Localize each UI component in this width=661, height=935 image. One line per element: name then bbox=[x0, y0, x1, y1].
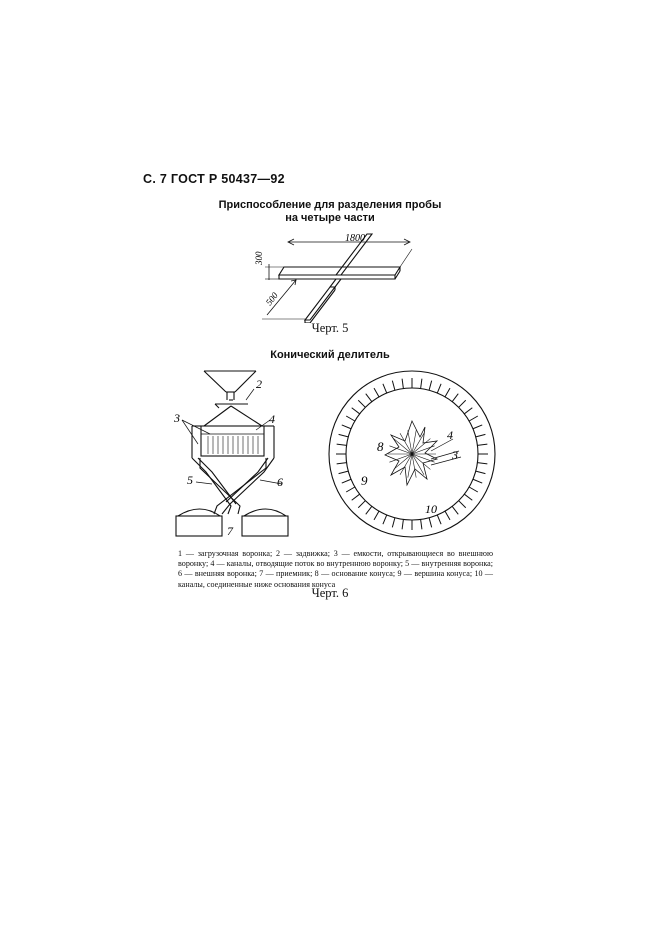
channel-tick bbox=[352, 494, 360, 500]
figure5-caption: Черт. 5 bbox=[311, 321, 349, 335]
label-4-left: 4 bbox=[269, 412, 275, 426]
figure6-caption: Черт. 6 bbox=[311, 586, 349, 600]
channel-tick bbox=[469, 416, 478, 421]
channel-tick bbox=[339, 471, 349, 474]
channel-tick bbox=[445, 511, 450, 520]
label-3-right: 3 bbox=[452, 448, 458, 462]
channel-tick bbox=[392, 518, 395, 528]
channel-tick bbox=[476, 471, 486, 474]
dim-500-label: 500 bbox=[263, 290, 280, 308]
channel-tick bbox=[437, 515, 441, 524]
channel-tick bbox=[402, 379, 403, 389]
label-6: 6 bbox=[277, 475, 283, 489]
channel-tick bbox=[342, 425, 351, 429]
channel-tick bbox=[477, 463, 487, 464]
channel-tick bbox=[402, 519, 403, 529]
channel-tick bbox=[477, 444, 487, 445]
channel-tick bbox=[437, 384, 441, 393]
channel-tick bbox=[358, 501, 365, 508]
figure6-legend: 1 — загрузочная воронка; 2 — задвижка; 3 — емкости, открывающиеся во внешнюю воронку; 4 — каналы, отводящие поток во внутреннюю воронку; 5 — внутренняя воронка; 6 — внешняя воронка; 7 — приемник; 8 — основание конуса; 9 — вершина конуса; 10 — каналы, соединенные ниже основания конуса bbox=[178, 549, 493, 589]
channel-tick bbox=[374, 511, 379, 520]
dim-1800-label: 1800 bbox=[345, 233, 365, 244]
channel-tick bbox=[358, 400, 365, 407]
channel-tick bbox=[339, 434, 349, 437]
channel-tick bbox=[452, 394, 458, 402]
channel-tick bbox=[366, 506, 372, 514]
cone-ray bbox=[394, 454, 412, 469]
label-9: 9 bbox=[361, 473, 368, 488]
channel-tick bbox=[476, 434, 486, 437]
label-3-left: 3 bbox=[174, 411, 180, 425]
channel-tick bbox=[337, 444, 347, 445]
channel-tick bbox=[374, 388, 379, 397]
cone-ray bbox=[412, 446, 435, 454]
channel-tick bbox=[346, 416, 355, 421]
channel-tick bbox=[464, 408, 472, 414]
cone-ray bbox=[394, 439, 412, 454]
figure5-title-line1: Приспособление для разделения пробы bbox=[218, 199, 442, 211]
label-8: 8 bbox=[377, 439, 384, 454]
label-5: 5 bbox=[187, 473, 193, 487]
channel-tick bbox=[421, 519, 422, 529]
figure6-top-view bbox=[325, 367, 500, 542]
cross-bar-long-front bbox=[279, 275, 395, 279]
dim-300-label: 300 bbox=[254, 251, 264, 265]
figure5-drawing bbox=[250, 228, 420, 323]
channel-tick bbox=[445, 388, 450, 397]
figure5-title-line2: на четыре части bbox=[285, 212, 375, 224]
channel-tick bbox=[452, 506, 458, 514]
channel-tick bbox=[473, 479, 482, 483]
channel-tick bbox=[459, 400, 466, 407]
cone-ray bbox=[389, 446, 412, 454]
channel-tick bbox=[421, 379, 422, 389]
channel-tick bbox=[383, 384, 387, 393]
cone-ray bbox=[412, 454, 435, 462]
channel-tick bbox=[337, 463, 347, 464]
channel-tick bbox=[469, 487, 478, 492]
label-4-right: 4 bbox=[447, 428, 453, 442]
label-7: 7 bbox=[227, 524, 233, 538]
figure5-title bbox=[200, 199, 460, 225]
channel-tick bbox=[464, 494, 472, 500]
channel-tick bbox=[352, 408, 360, 414]
channel-tick bbox=[459, 501, 466, 508]
page-header: С. 7 ГОСТ Р 50437—92 bbox=[143, 172, 285, 186]
channel-tick bbox=[392, 381, 395, 391]
channel-tick bbox=[366, 394, 372, 402]
channel-tick bbox=[429, 381, 432, 391]
channel-tick bbox=[473, 425, 482, 429]
figure6-title: Конический делитель bbox=[270, 349, 390, 361]
channel-tick bbox=[383, 515, 387, 524]
label-10: 10 bbox=[425, 502, 437, 516]
channel-tick bbox=[429, 518, 432, 528]
cone-ray bbox=[412, 439, 430, 454]
channel-tick bbox=[342, 479, 351, 483]
figure6-side-view bbox=[170, 364, 300, 544]
label-2: 2 bbox=[256, 377, 262, 391]
channel-tick bbox=[346, 487, 355, 492]
cross-bar-short-lower bbox=[305, 287, 335, 320]
